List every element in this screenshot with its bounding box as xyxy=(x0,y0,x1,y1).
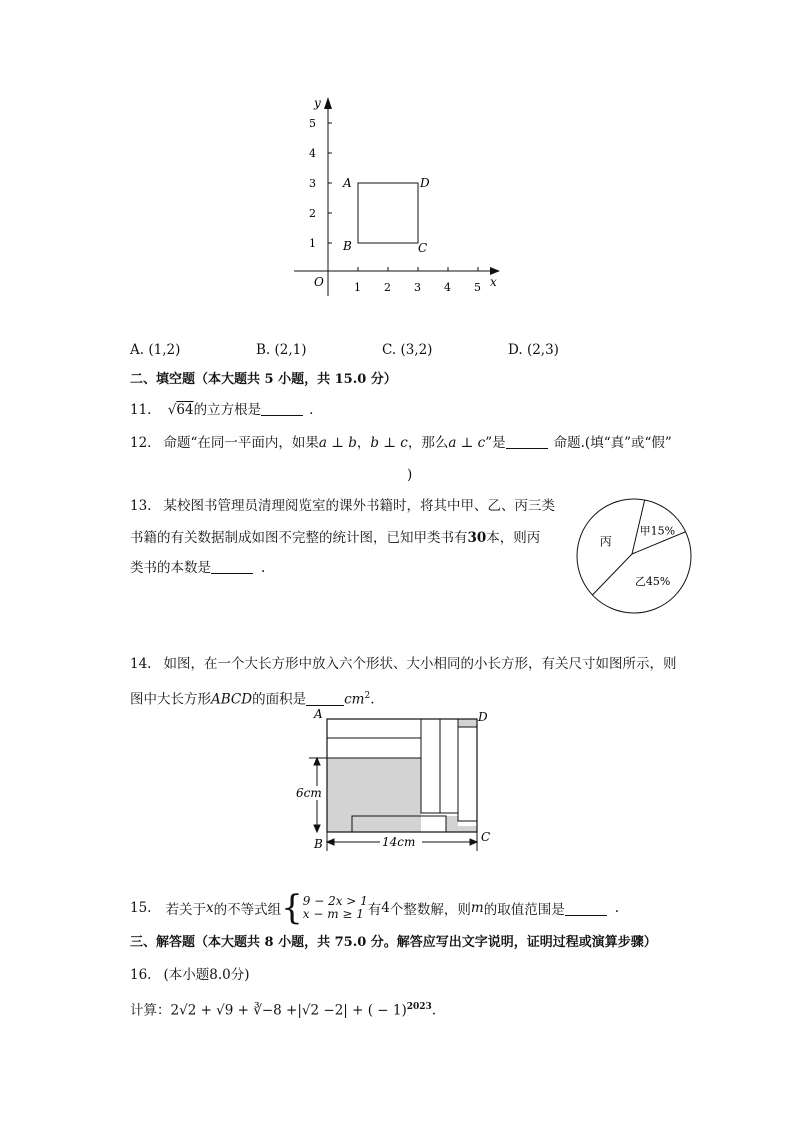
origin-label: O xyxy=(314,275,324,289)
section3-title: 三、解答题（本大题共 8 小题，共 75.0 分。解答应写出文字说明，证明过程或演算步骤） xyxy=(130,935,657,950)
option-c: C. (3,2) xyxy=(382,342,433,358)
corner-a-label: A xyxy=(314,707,323,721)
pie-label-jia: 甲15% xyxy=(639,524,676,538)
small-rect-h1 xyxy=(327,719,421,738)
option-b: B. (2,1) xyxy=(256,342,307,358)
corner-c-label: C xyxy=(481,830,491,844)
inequality-1: 9 − 2x > 1 xyxy=(302,894,368,908)
inequality-2: x − m ≥ 1 xyxy=(302,907,364,921)
shaded-region-top-right xyxy=(458,719,477,727)
question-14-line2: 图中大长方形ABCD的面积是 $cm^2$. xyxy=(130,691,375,708)
square-abcd xyxy=(358,183,418,243)
shaded-region-left xyxy=(327,758,421,832)
section2-title: 二、填空题（本大题共 5 小题，共 15.0 分） xyxy=(130,372,397,387)
x-tick-2: 2 xyxy=(384,281,391,294)
point-d-label: D xyxy=(420,176,430,190)
x-axis-label: x xyxy=(490,275,497,289)
small-rect-h2 xyxy=(327,738,421,758)
small-rect-v1 xyxy=(421,719,440,813)
height-label: 6cm xyxy=(296,786,322,800)
x-tick-5: 5 xyxy=(474,281,481,294)
x-tick-4: 4 xyxy=(444,281,451,294)
y-tick-1: 1 xyxy=(309,237,316,250)
pie-outline xyxy=(577,499,691,613)
question-16-header: 16. (本小题8.0分) xyxy=(130,967,250,983)
corner-b-label: B xyxy=(314,837,323,851)
y-tick-2: 2 xyxy=(309,207,316,220)
rectangle-figure xyxy=(292,706,502,856)
x-tick-1: 1 xyxy=(354,281,361,294)
y-axis-label: y xyxy=(314,96,321,110)
pie-label-yi: 乙45% xyxy=(634,574,671,588)
y-tick-5: 5 xyxy=(309,117,316,130)
small-rect-v2 xyxy=(440,719,458,813)
x-axis-arrow xyxy=(490,267,500,275)
question-12: 12. 命题“在同一平面内，如果a ⊥ b，b ⊥ c，那么a ⊥ c”是 命题.(填“真”或“假” xyxy=(130,435,672,451)
question-15: 15. 若关于 x 的不等式组 { 9 − 2x > 1 x − m ≥ 1 有 4 个整数解，则 m 的取值范围是 . xyxy=(130,888,619,928)
shaded-region-bottom-right xyxy=(446,816,477,832)
width-label: 14cm xyxy=(382,835,416,849)
point-a-label: A xyxy=(343,176,352,190)
question-11: 11. √64的立方根是 . xyxy=(130,402,314,418)
question-16-expression: 计算：2√2 + √9 + ∛−8 +|√2 −2| + ( − 1)$^{2023}$. xyxy=(130,1002,437,1019)
option-a: A. (1,2) xyxy=(130,342,181,358)
corner-d-label: D xyxy=(478,710,488,724)
y-tick-3: 3 xyxy=(309,177,316,190)
y-axis-arrow xyxy=(324,97,332,109)
question-13-line1: 13. 某校图书管理员清理阅览室的课外书籍时，将其中甲、乙、丙三类 xyxy=(130,498,555,514)
point-c-label: C xyxy=(418,241,428,255)
point-b-label: B xyxy=(343,239,352,253)
small-rect-v3 xyxy=(458,727,477,821)
question-13-line3: 类书的本数是 . xyxy=(130,560,266,576)
pie-label-bing: 丙 xyxy=(599,534,612,549)
coordinate-figure xyxy=(280,90,510,300)
option-d: D. (2,3) xyxy=(508,342,559,358)
question-12-close: ) xyxy=(407,467,413,483)
y-tick-4: 4 xyxy=(309,147,316,160)
question-13-line2: 书籍的有关数据制成如图不完整的统计图，已知甲类书有30本，则丙 xyxy=(130,530,541,546)
question-14-line1: 14. 如图，在一个大长方形中放入六个形状、大小相同的小长方形，有关尺寸如图所示，则 xyxy=(130,656,677,672)
x-tick-3: 3 xyxy=(414,281,421,294)
pie-chart xyxy=(574,496,694,616)
